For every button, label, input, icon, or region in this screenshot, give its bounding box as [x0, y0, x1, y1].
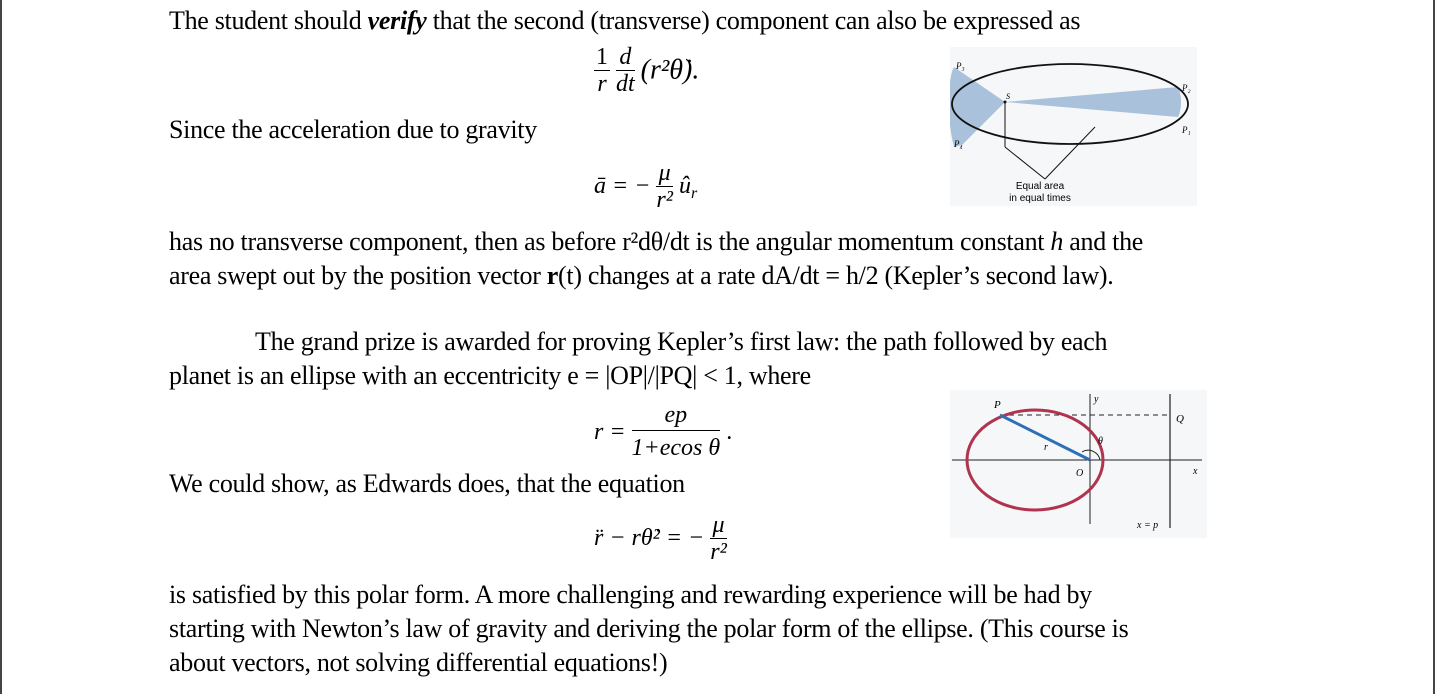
- eq1-den2: dt: [616, 71, 635, 97]
- p3-text-post: and the: [1063, 227, 1144, 256]
- p3-h: h: [1050, 227, 1064, 256]
- label-p2: P₂: [1182, 83, 1191, 93]
- eq3-lhs: r =: [594, 419, 626, 445]
- paragraph-3-line-1: [169, 225, 1143, 259]
- equation-transverse: [594, 44, 699, 97]
- eq1-num2: d: [616, 44, 635, 71]
- caption-line-1: Equal area: [1015, 181, 1065, 192]
- paragraph-6-line-3: about vectors, not solving differential equations!): [169, 648, 668, 677]
- eq2-lhs: ā = −: [594, 173, 651, 199]
- label-p1: P₁: [1182, 125, 1191, 135]
- pointer-line-1: [1005, 147, 1045, 179]
- eq2-frac: [656, 160, 673, 213]
- eq1-frac1: [594, 44, 610, 97]
- label-p3: P₃: [956, 61, 965, 71]
- eq2-den: r²: [656, 187, 673, 213]
- eq4-den: r²: [710, 539, 727, 565]
- equation-radial: [594, 512, 727, 565]
- equation-gravity: [594, 160, 697, 213]
- eq1-num1: 1: [596, 44, 608, 70]
- paragraph-6-line-2: starting with Newton’s law of gravity and deriving the polar form of the ellipse. (This course is: [169, 614, 1129, 643]
- caption-line-2: in equal times: [1009, 193, 1071, 204]
- paragraph-5: We could show, as Edwards does, that the equation: [169, 469, 685, 498]
- paragraph-3-line-2: [169, 259, 1114, 293]
- ellipse-directrix-diagram: [950, 390, 1207, 538]
- paragraph-4-line-2: planet is an ellipse with an eccentricity e = |OP|/|PQ| < 1, where: [169, 361, 811, 390]
- label-theta: θ: [1098, 436, 1103, 447]
- label-x: x: [1193, 466, 1198, 477]
- paragraph-2: Since the acceleration due to gravity: [169, 115, 537, 144]
- eq3-tail: .: [726, 419, 733, 445]
- paragraph-4-line-1: The grand prize is awarded for proving Kepler’s first law: the path followed by each: [255, 327, 1108, 356]
- equal-area-diagram: [950, 47, 1197, 206]
- label-p4: P₄: [954, 139, 963, 149]
- label-o: O: [1076, 468, 1084, 479]
- label-p: P: [994, 399, 1001, 411]
- label-r: r: [1044, 442, 1048, 453]
- p1-text-pre: The student should: [169, 6, 368, 35]
- eq2-sub: r: [690, 184, 698, 202]
- p3-text-pre: has no transverse component, then as before r²dθ/dt is the angular momentum constant: [169, 227, 1051, 256]
- shaded-sector-right: [1005, 87, 1181, 117]
- label-s: S: [1006, 92, 1010, 101]
- eq3-frac: [632, 400, 721, 465]
- figure-equal-area: [950, 47, 1197, 206]
- eq1-den1: r: [597, 71, 607, 97]
- eq3-den: 1+ecos θ: [631, 435, 721, 461]
- eq1-body: (r²θ̇).: [640, 54, 700, 86]
- eq4-lhs: r̈ − rθ̇² = −: [594, 525, 705, 551]
- p3b-bold-r: r: [546, 261, 559, 290]
- p1-emphasis: verify: [367, 6, 427, 35]
- pointer-line-2: [1045, 127, 1095, 179]
- label-directrix: x = p: [1137, 520, 1159, 531]
- paragraph-1: [169, 4, 1080, 38]
- eq4-num: μ: [712, 512, 725, 538]
- eq2-num: μ: [658, 160, 671, 186]
- paragraph-6-line-1: is satisfied by this polar form. A more challenging and rewarding experience will be had by: [169, 580, 1092, 609]
- eq4-frac: [710, 512, 727, 565]
- p3b-text-post: (t) changes at a rate dA/dt = h/2 (Kepler’s second law).: [558, 261, 1114, 290]
- label-y: y: [1094, 394, 1099, 405]
- p1-text-post: that the second (transverse) component can also be expressed as: [426, 6, 1081, 35]
- page-border-left: [0, 0, 2, 694]
- equation-polar-ellipse: [594, 400, 732, 465]
- figure-ellipse-directrix: [950, 390, 1207, 538]
- eq3-num: ep: [632, 400, 721, 431]
- eq1-frac2: [616, 44, 635, 97]
- eq2-rhs: û: [678, 173, 691, 199]
- p3b-text-pre: area swept out by the position vector: [169, 261, 547, 290]
- label-q: Q: [1176, 413, 1184, 425]
